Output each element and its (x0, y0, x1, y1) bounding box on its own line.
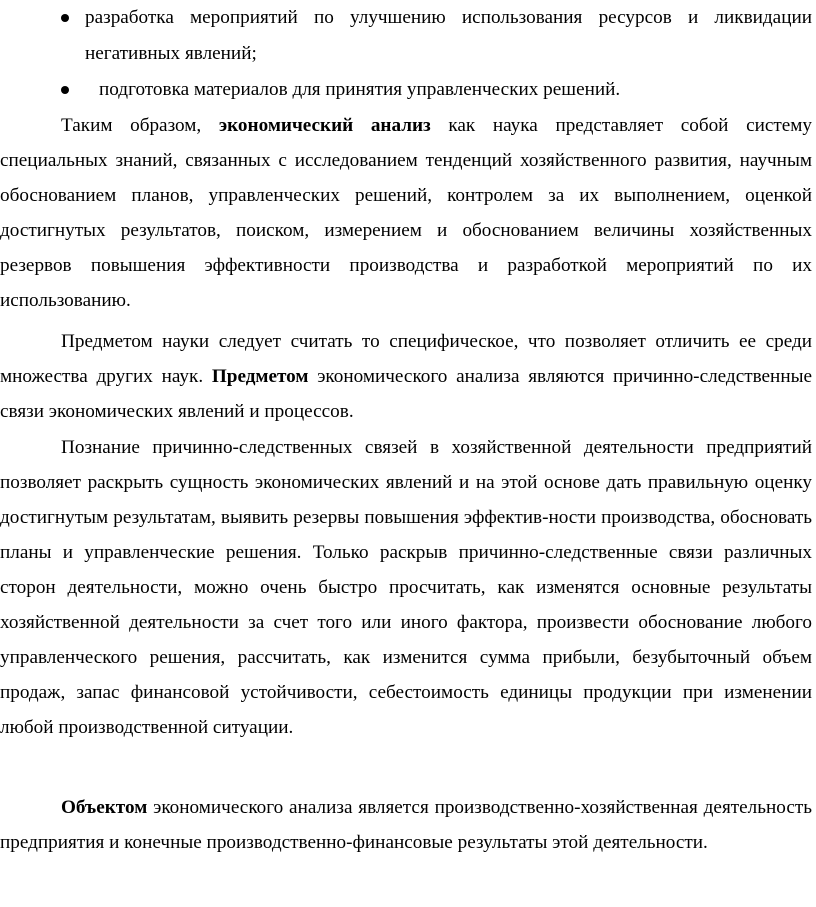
bullet-icon (61, 14, 69, 22)
bullet-text: подготовка материалов для принятия управленческих решений. (99, 79, 621, 100)
bullet-item (0, 0, 816, 72)
paragraph-object (0, 790, 816, 860)
term-economic-analysis: экономический анализ (218, 115, 431, 136)
paragraph-text: Предметом науки следует считать то специфическое, что позволяет отличить ее среди множества других наук. (0, 331, 812, 387)
paragraph-text: как наука представляет собой систему специальных знаний, связанных с исследованием тенденций хозяйственного развития, научным обоснованием планов, управленческих решений, контролем за их выполнением, оценкой достигнутых результатов, поиском, измерением и обоснованием величины хозяйственных резервов повышения эффективности производства и разработкой мероприятий по их использованию. (0, 115, 813, 311)
paragraph-text: экономического анализа является производственно-хозяйственная деятельность предприятия и конечные производственно-финансовые результаты этой деятельности. (0, 797, 812, 853)
paragraph-text: Таким образом, (61, 115, 219, 136)
paragraph-text: Познание причинно-следственных связей в хозяйственной деятельности предприятий позволяет раскрыть сущность экономических явлений и на этой основе дать правильную оценку достигнутым результатам, выявить резервы повышения эффектив-ности производства, обосновать планы и управленческие решения. Только раскрыв причинно-следственные связи различных сторон деятельности, можно очень быстро просчитать, как изменятся основные результаты хозяйственной деятельности за счет того или иного фактора, произвести обоснование любого управленческого решения, рассчитать, как изменится сумма прибыли, безубыточный объем продаж, запас финансовой устойчивости, себестоимость единицы продукции при изменении любой производственной ситуации. (0, 437, 812, 738)
bullet-icon (61, 86, 69, 94)
paragraph-cause-effect (0, 430, 816, 745)
bullet-list (0, 0, 816, 108)
term-subject: Предметом (211, 366, 309, 387)
bullet-item (0, 72, 816, 108)
paragraph-subject (0, 324, 816, 429)
term-object: Объектом (61, 797, 148, 818)
paragraph-economic-analysis (0, 108, 816, 318)
bullet-text: разработка мероприятий по улучшению использования ресурсов и ликвидации негативных явлений; (85, 7, 812, 64)
paragraph-text: экономического анализа являются причинно-следственные связи экономических явлений и процессов. (0, 366, 812, 422)
